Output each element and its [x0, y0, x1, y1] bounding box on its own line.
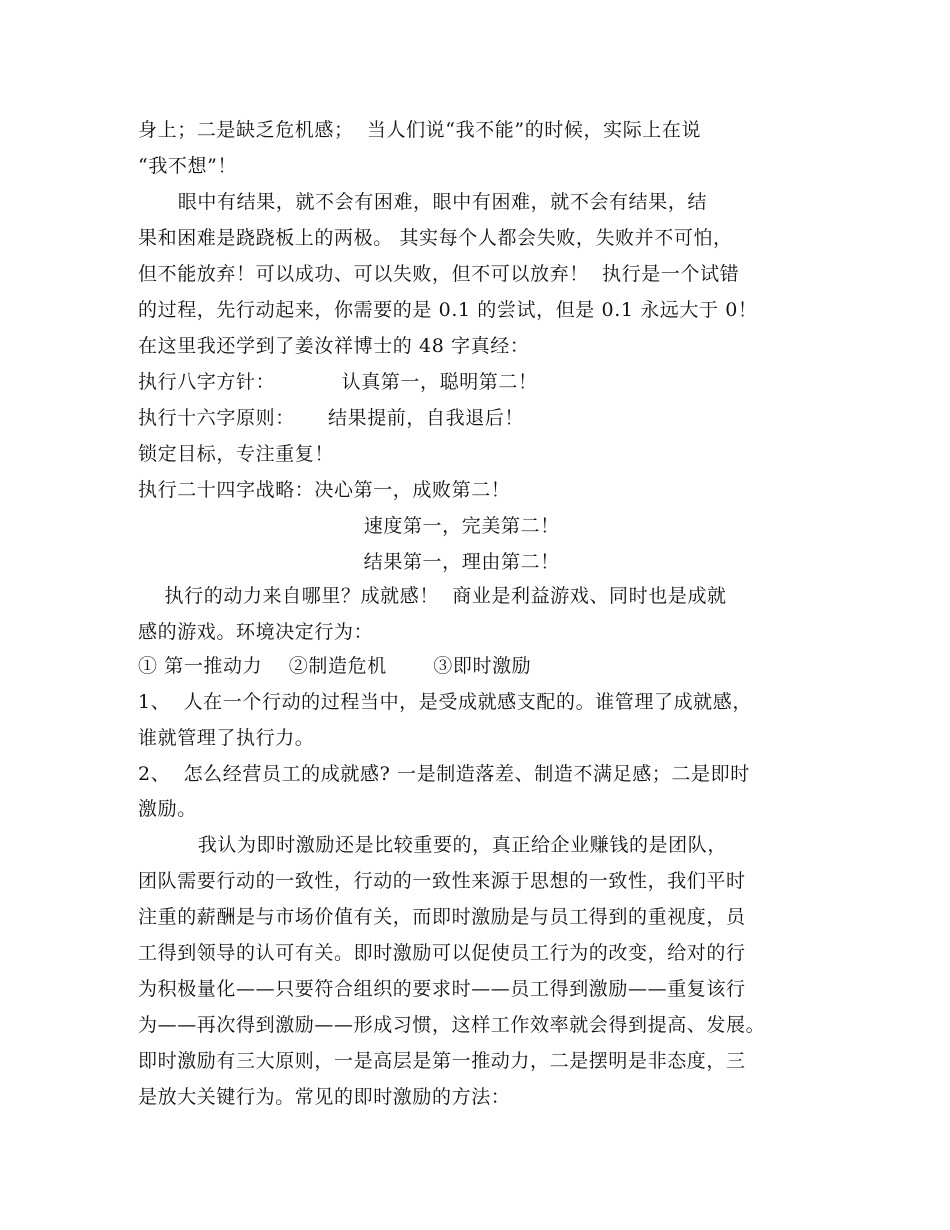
text-line-24: 工得到领导的认可有关。即时激励可以促使员工行为的改变，给对的行	[138, 942, 746, 964]
text-line-22: 团队需要行动的一致性，行动的一致性来源于思想的一致性，我们平时	[138, 870, 746, 892]
text-line-8: 执行八字方针： 认真第一，聪明第二！	[138, 371, 538, 393]
text-line-17: 1、 人在一个行动的过程当中，是受成就感支配的。谁管理了成就感，	[138, 691, 752, 713]
text-line-7: 在这里我还学到了姜汝祥博士的 48 字真经：	[138, 335, 530, 357]
text-line-18: 谁就管理了执行力。	[138, 727, 315, 749]
text-line-14: 执行的动力来自哪里？成就感！ 商业是利益游戏、同时也是成就	[138, 585, 727, 607]
text-line-15: 感的游戏。环境决定行为：	[138, 621, 374, 643]
text-line-26: 为——再次得到激励——形成习惯，这样工作效率就会得到提高、发展。	[138, 1014, 766, 1036]
text-line-3: 眼中有结果，就不会有困难，眼中有困难，就不会有结果，结	[138, 191, 708, 213]
text-line-12: 速度第一，完美第二！	[138, 515, 560, 537]
text-line-4: 果和困难是跷跷板上的两极。 其实每个人都会失败，失败并不可怕，	[138, 227, 733, 249]
text-line-11: 执行二十四字战略：决心第一，成败第二！	[138, 479, 511, 501]
text-line-27: 即时激励有三大原则，一是高层是第一推动力，二是摆明是非态度，三	[138, 1050, 746, 1072]
text-line-28: 是放大关键行为。常见的即时激励的方法：	[138, 1086, 511, 1108]
text-line-21: 我认为即时激励还是比较重要的，真正给企业赚钱的是团队，	[138, 834, 727, 856]
text-line-5: 但不能放弃！可以成功、可以失败，但不可以放弃！ 执行是一个试错	[138, 263, 740, 285]
text-line-1: 身上；二是缺乏危机感； 当人们说“我不能”的时候，实际上在说	[138, 119, 702, 141]
text-line-19: 2、 怎么经营员工的成就感? 一是制造落差、制造不满足感；二是即时	[138, 763, 750, 785]
text-line-2: “我不想”！	[138, 155, 238, 177]
text-line-20: 激励。	[138, 798, 197, 820]
text-line-16: ① 第一推动力 ②制造危机 ③即时激励	[138, 655, 532, 677]
text-line-25: 为积极量化——只要符合组织的要求时——员工得到激励——重复该行	[138, 978, 746, 1000]
text-line-6: 的过程，先行动起来，你需要的是 0.1 的尝试，但是 0.1 永远大于 0！	[138, 299, 758, 321]
text-line-23: 注重的薪酬是与市场价值有关，而即时激励是与员工得到的重视度，员	[138, 906, 746, 928]
text-line-10: 锁定目标，专注重复！	[138, 443, 335, 465]
text-line-13: 结果第一，理由第二！	[138, 551, 560, 573]
text-line-9: 执行十六字原则： 结果提前，自我退后！	[138, 407, 524, 429]
